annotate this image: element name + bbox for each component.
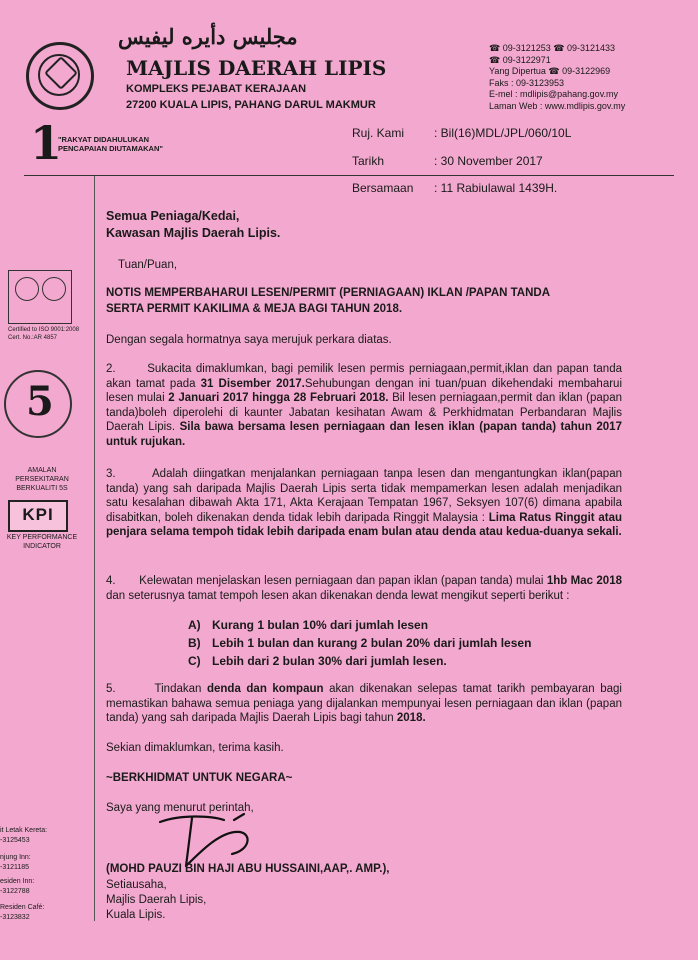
council-name: MAJLIS DAERAH LIPIS xyxy=(126,56,387,80)
hijri-value: : 11 Rabiulawal 1439H. xyxy=(434,181,558,195)
address-line-1: KOMPLEKS PEJABAT KERAJAAN xyxy=(126,83,307,95)
contact-line: ☎ 09-3121253 ☎ 09-3121433 xyxy=(489,43,616,53)
penalty-text: Lebih dari 2 bulan 30% dari jumlah lesen. xyxy=(212,654,447,668)
5s-award-text: AMALAN PERSEKITARAN BERKUALITI 5S xyxy=(15,467,69,492)
para-text: Bil lesen perniagaan,permit dan iklan (papan tanda)boleh diperolehi di kaunter Jabatan kesihatan Awam & Perkhidmatan Perbandaran Majlis Daerah Lipis. xyxy=(106,392,622,433)
intro-paragraph: Dengan segala hormatnya saya merujuk perkara diatas. xyxy=(106,334,392,346)
date-value: : 30 November 2017 xyxy=(434,154,543,168)
paragraph-5 xyxy=(106,682,622,726)
penalty-letter: A) xyxy=(188,618,201,632)
motto xyxy=(58,135,163,153)
closing-line: Sekian dimaklumkan, terima kasih. xyxy=(106,742,284,754)
kpi-label: KPI xyxy=(22,505,54,524)
subject-line-2: SERTA PERMIT KAKILIMA & MEJA BAGI TAHUN 2018. xyxy=(106,303,403,315)
address-line-2: 27200 KUALA LIPIS, PAHANG DARUL MAKMUR xyxy=(126,99,376,111)
iso-cert-text xyxy=(8,326,79,342)
ref-label: Ruj. Kami xyxy=(352,126,405,140)
penalty-text: Lebih 1 bulan dan kurang 2 bulan 20% dari jumlah lesen xyxy=(212,636,532,650)
para-bold: 1hb Mac 2018 xyxy=(546,575,622,587)
date-label: Tarikh xyxy=(352,154,385,168)
penalty-item xyxy=(188,634,531,652)
para-number: 3. xyxy=(106,468,116,480)
contact-line: Yang Dipertua ☎ 09-3122969 xyxy=(489,66,611,76)
header-divider xyxy=(24,175,674,176)
para-bold: Lima Ratus Ringgit atau penjara selama tempoh tidak lebih daripada enam bulan atau denda atau kedua-duanya sekali. xyxy=(106,511,622,538)
ref-value: : Bil(16)MDL/JPL/060/10L xyxy=(434,126,572,140)
contact-block xyxy=(489,43,625,112)
side-label: njung Inn: xyxy=(0,854,31,861)
closing-motto: ~BERKHIDMAT UNTUK NEGARA~ xyxy=(106,772,293,784)
para-text: akan dikenakan selepas tamat tarikh pembayaran bagi memastikan bahawa semua peniaga yang dijalankan mempunyai lesen perniagaan dan iklan (papan tanda) yang sah daripada Majlis Daerah Lipis bagi tahun xyxy=(106,683,622,724)
para-text: Sehubungan dengan ini tuan/puan dikehendaki membaharui lesen mulai xyxy=(106,377,623,404)
para-bold: Sila bawa bersama lesen perniagaan dan lesen iklan (papan tanda) tahun 2017 untuk rujukan. xyxy=(106,421,622,448)
contact-line: E-mel : mdlipis@pahang.gov.my xyxy=(489,89,619,99)
hijri-label: Bersamaan xyxy=(352,181,414,195)
side-label: it Letak Kereta: xyxy=(0,827,48,834)
recipient-line-1: Semua Peniaga/Kedai, xyxy=(106,209,240,223)
contact-line: Faks : 09-3123953 xyxy=(489,77,565,88)
penalty-letter: C) xyxy=(188,654,201,668)
para-bold: 31 Disember 2017. xyxy=(200,377,305,390)
margin-divider xyxy=(94,176,95,921)
signature xyxy=(152,810,262,870)
salutation: Tuan/Puan, xyxy=(118,259,178,271)
penalty-list xyxy=(188,616,531,670)
side-label: Residen Café: xyxy=(0,904,45,911)
signatory-org: Majlis Daerah Lipis, xyxy=(106,894,207,906)
para-text: Tindakan xyxy=(154,683,207,695)
subject-line-1: NOTIS MEMPERBAHARUI LESEN/PERMIT (PERNIAGAAN) IKLAN /PAPAN TANDA xyxy=(106,287,551,299)
one-malaysia-logo: 1 xyxy=(30,116,63,170)
motto-line-1: "RAKYAT DIDAHULUKAN xyxy=(58,135,150,144)
kpi-logo xyxy=(8,500,68,532)
penalty-item xyxy=(188,616,531,634)
side-phone: -3122788 xyxy=(0,888,30,895)
para-bold: 2 Januari 2017 hingga 28 Februari 2018. xyxy=(168,392,389,404)
paragraph-4 xyxy=(106,574,622,603)
council-name-jawi: مجليس دأيره ليفيس xyxy=(118,24,298,49)
para-number: 2. xyxy=(106,363,116,375)
para-number: 5. xyxy=(106,683,116,695)
motto-line-2: PENCAPAIAN DIUTAMAKAN" xyxy=(58,144,163,153)
iso-cert-logo xyxy=(8,270,72,324)
side-phone: -3125453 xyxy=(0,837,30,844)
signatory-title: Setiausaha, xyxy=(106,879,167,891)
signatory-name: (MOHD PAUZI BIN HAJI ABU HUSSAINI,AAP,. AMP.), xyxy=(106,863,390,875)
para-text: Sukacita dimaklumkan, bagi pemilik lesen permis perniagaan,permit,iklan dan papan tanda akan tamat pada xyxy=(106,363,622,390)
paragraph-2 xyxy=(106,362,622,449)
penalty-item xyxy=(188,652,531,670)
kpi-caption: KEY PERFORMANCE INDICATOR xyxy=(6,534,78,550)
penalty-letter: B) xyxy=(188,636,201,650)
side-phone: -3123832 xyxy=(0,914,30,921)
para-text: Adalah diingatkan menjalankan perniagaan tanpa lesen dan mengantungkan iklan(papan tanda) yang sah daripada Majlis Daerah Lipis serta tidak mempamerkan lesen adalah menjadikan satu kesalahan dibawah Akta 171, Akta Kerajaan Tempatan 1967, Seksyen 107(6) dimana apabila disabitkan, boleh dikenakan denda tidak lebih daripada Ringgit Malaysia : xyxy=(106,468,622,524)
contact-line: ☎ 09-3122971 xyxy=(489,54,551,65)
para-text: dan seterusnya tamat tempoh lesen akan dikenakan denda lewat mengikut seperti berikut : xyxy=(106,589,570,602)
penalty-text: Kurang 1 bulan 10% dari jumlah lesen xyxy=(212,618,429,632)
cert-line: Certified to ISO 9001:2008 xyxy=(8,327,80,333)
contact-line: Laman Web : www.mdlipis.gov.my xyxy=(489,100,626,111)
recipient-line-2: Kawasan Majlis Daerah Lipis. xyxy=(106,226,281,240)
side-phone: -3121185 xyxy=(0,864,30,871)
signatory-place: Kuala Lipis. xyxy=(106,909,166,921)
para-text: Kelewatan menjelaskan lesen perniagaan dan papan iklan (papan tanda) mulai xyxy=(139,575,547,587)
para-number: 4. xyxy=(106,575,116,587)
para-bold: 2018. xyxy=(396,712,426,724)
paragraph-3 xyxy=(106,467,622,540)
para-bold: denda dan kompaun xyxy=(206,683,324,695)
council-seal xyxy=(26,42,94,110)
side-label: esiden Inn: xyxy=(0,878,35,885)
order-line: Saya yang menurut perintah, xyxy=(106,802,254,814)
anniversary-badge-icon: 5 xyxy=(4,370,72,438)
cert-line: Cert. No.:AR 4857 xyxy=(8,335,58,341)
